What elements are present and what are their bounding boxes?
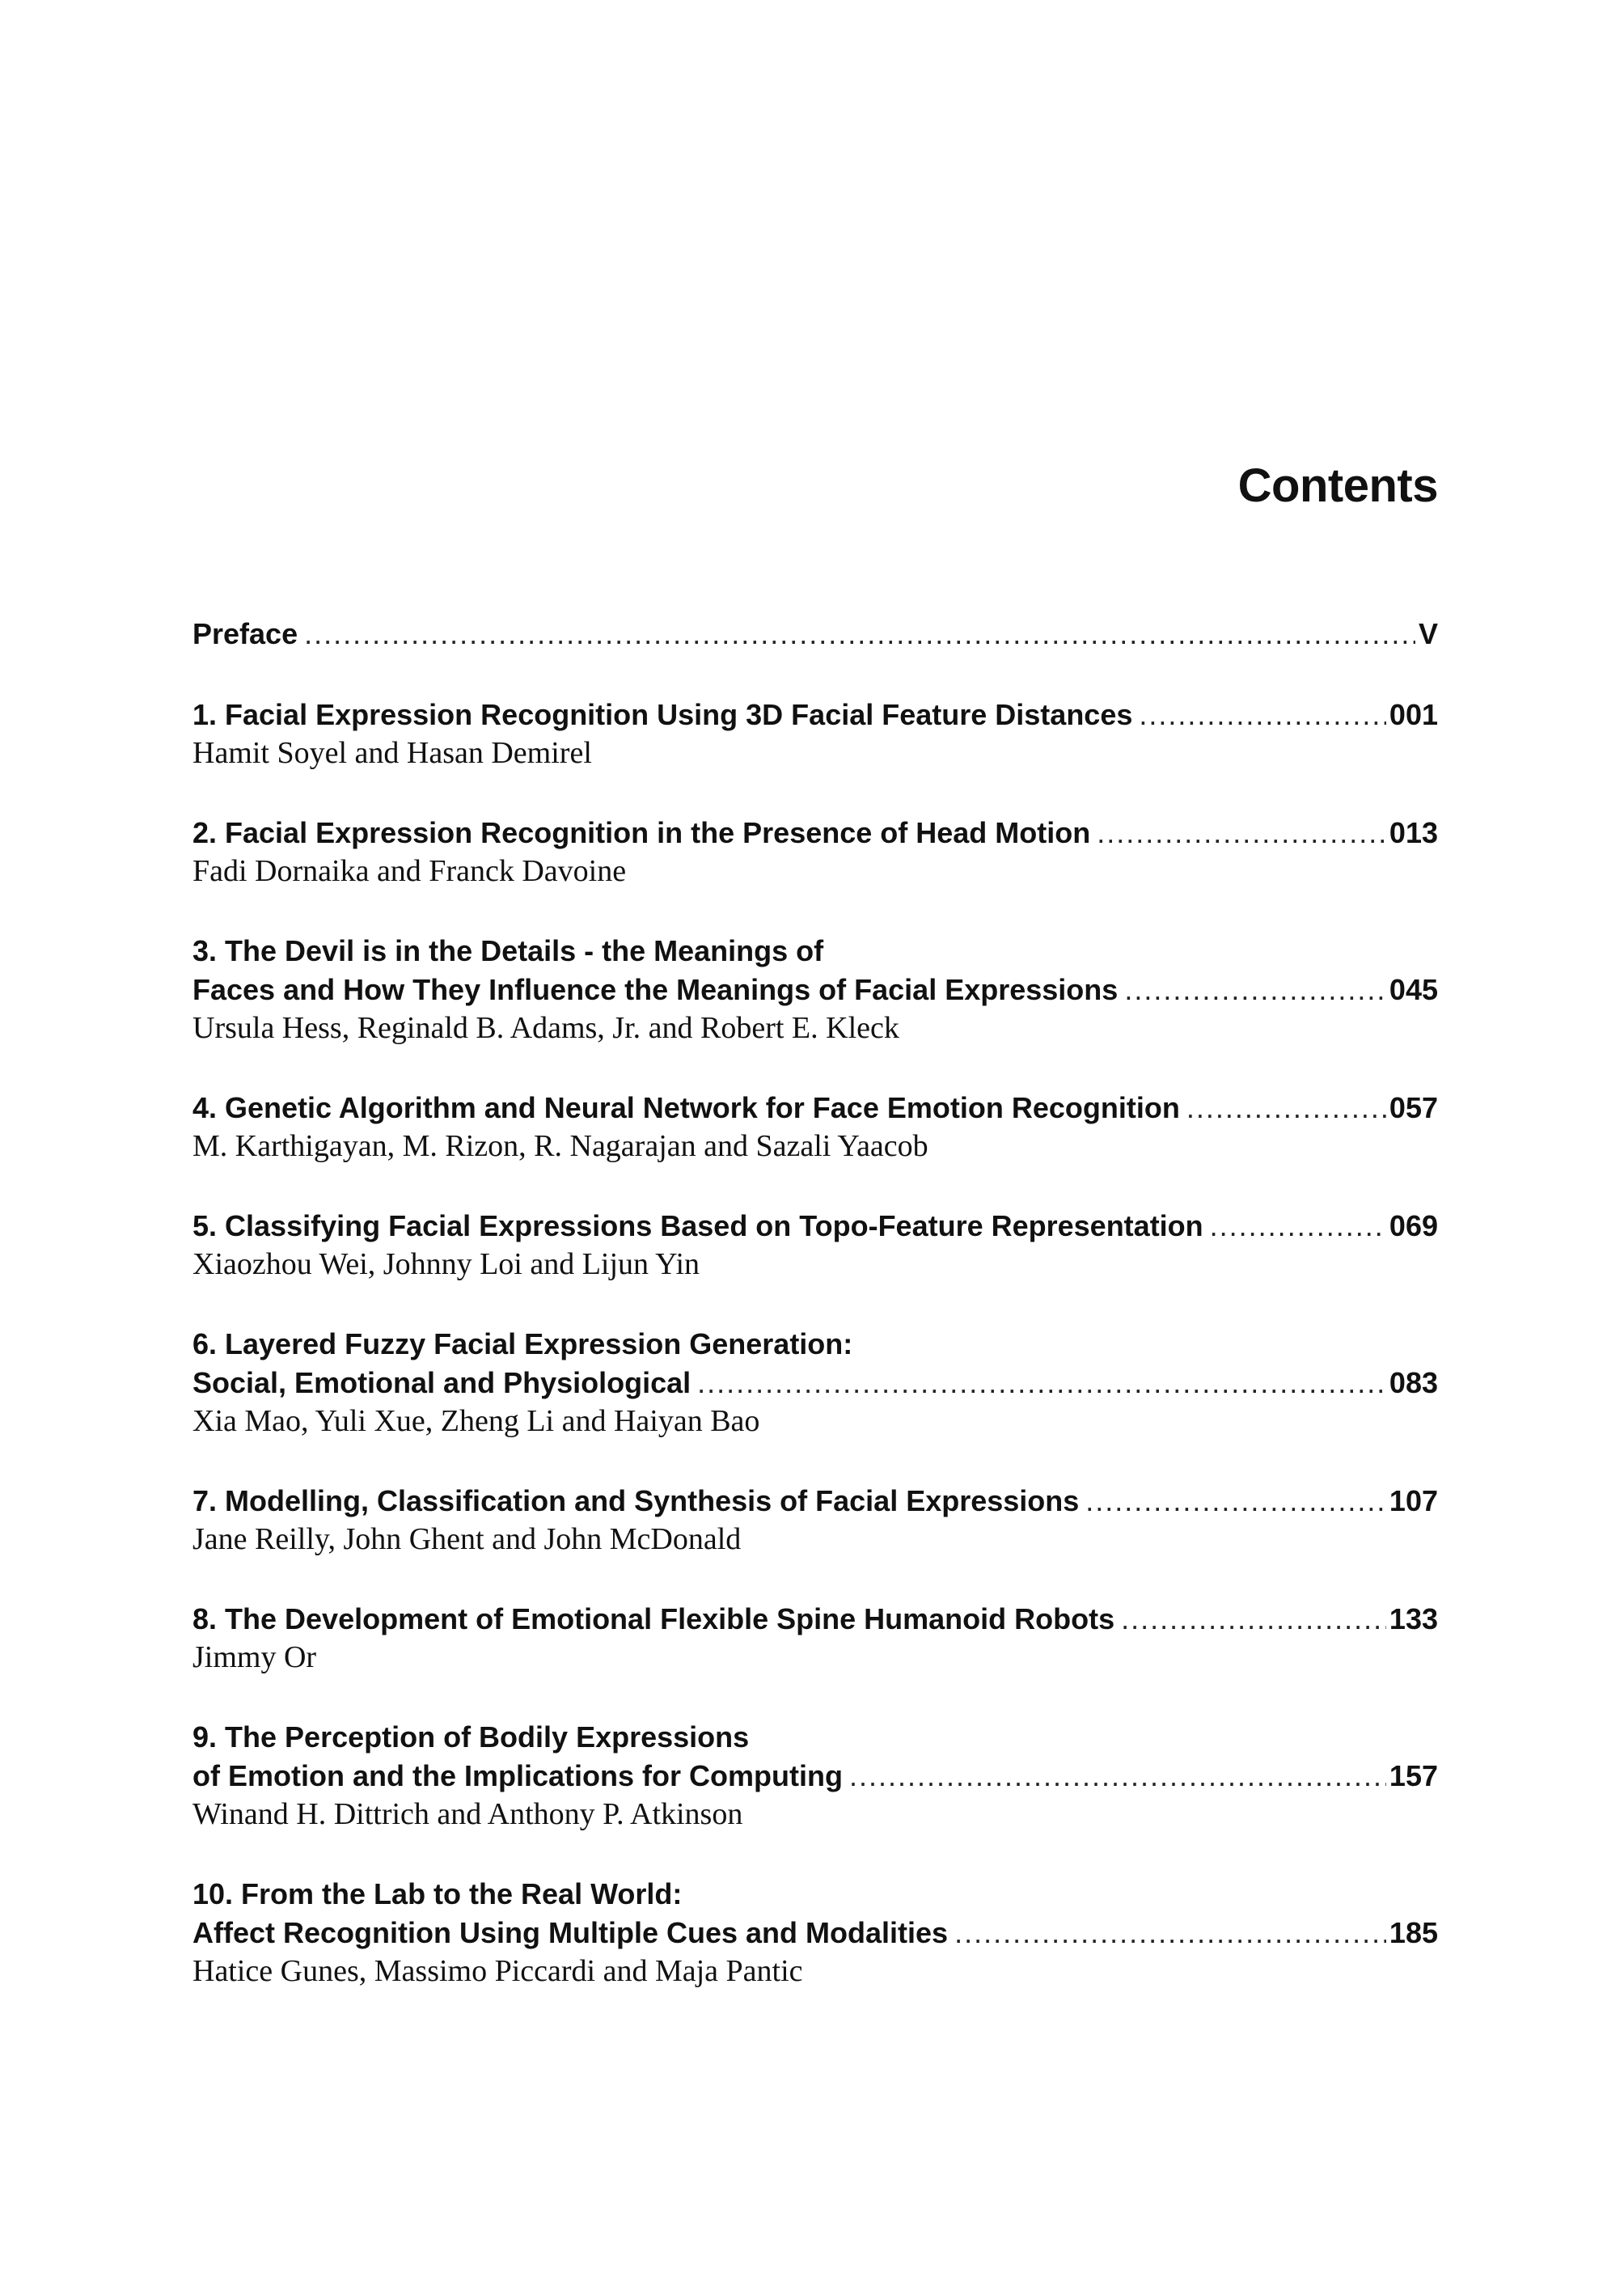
toc-entry-title: of Emotion and the Implications for Computing <box>192 1759 843 1792</box>
toc-entry-authors: Ursula Hess, Reginald B. Adams, Jr. and Robert E. Kleck <box>192 1011 899 1045</box>
dot-leader <box>304 615 1415 654</box>
toc-entry-title: 8. The Development of Emotional Flexible Spine Humanoid Robots <box>192 1602 1115 1635</box>
toc-entry-title: Faces and How They Influence the Meanings of Facial Expressions <box>192 973 1119 1006</box>
toc-line <box>192 932 1438 971</box>
toc-page-number: 045 <box>1389 973 1438 1006</box>
page-title: Contents <box>1237 459 1438 512</box>
chapter-list <box>192 696 1438 1990</box>
toc-line <box>192 1325 1438 1364</box>
toc-line <box>192 615 1438 654</box>
toc-line <box>192 1757 1438 1796</box>
toc-entry-preface[interactable] <box>192 615 1438 696</box>
toc-page-number: 185 <box>1389 1916 1438 1949</box>
toc-entry-title: 1. Facial Expression Recognition Using 3D Facial Feature Distances <box>192 698 1133 731</box>
toc-entry-title: 6. Layered Fuzzy Facial Expression Generation: <box>192 1327 853 1360</box>
toc-entry-authors: Jane Reilly, John Ghent and John McDonald <box>192 1522 742 1556</box>
toc-entry-authors: Xia Mao, Yuli Xue, Zheng Li and Haiyan Bao <box>192 1404 760 1438</box>
toc-entry-title: 5. Classifying Facial Expressions Based on Topo-Feature Representation <box>192 1209 1203 1242</box>
toc-entry-authors: Xiaozhou Wei, Johnny Loi and Lijun Yin <box>192 1247 700 1281</box>
toc-line <box>192 1914 1438 1952</box>
toc-entry-chapter-2[interactable] <box>192 814 1438 890</box>
toc-line <box>192 696 1438 734</box>
dot-leader <box>1121 1600 1386 1639</box>
dot-leader <box>1139 696 1386 734</box>
dot-leader <box>954 1914 1386 1952</box>
toc-entry-title: 3. The Devil is in the Details - the Meanings of <box>192 934 824 967</box>
toc-page-number: 057 <box>1389 1091 1438 1124</box>
toc-entry-chapter-6[interactable] <box>192 1325 1438 1440</box>
toc-entry-chapter-1[interactable] <box>192 696 1438 772</box>
toc-line <box>192 1482 1438 1521</box>
toc-entry-title: 4. Genetic Algorithm and Neural Network for Face Emotion Recognition <box>192 1091 1180 1124</box>
toc-page-number: 107 <box>1389 1484 1438 1517</box>
toc-entry-title: Social, Emotional and Physiological <box>192 1366 691 1399</box>
toc-entry-title: 10. From the Lab to the Real World: <box>192 1877 683 1910</box>
toc-entry-chapter-7[interactable] <box>192 1482 1438 1558</box>
dot-leader <box>1124 971 1386 1009</box>
dot-leader <box>849 1757 1386 1796</box>
dot-leader <box>1097 814 1386 852</box>
dot-leader <box>697 1364 1386 1402</box>
toc-entry-authors: M. Karthigayan, M. Rizon, R. Nagarajan and Sazali Yaacob <box>192 1129 928 1163</box>
toc-line <box>192 1089 1438 1127</box>
toc-line <box>192 1600 1438 1639</box>
toc-line <box>192 1875 1438 1914</box>
toc-entry-chapter-3[interactable] <box>192 932 1438 1047</box>
toc-page-number: 001 <box>1389 698 1438 731</box>
toc-entry-title: 2. Facial Expression Recognition in the Presence of Head Motion <box>192 816 1091 849</box>
toc-entry-chapter-4[interactable] <box>192 1089 1438 1165</box>
toc-entry-title: Affect Recognition Using Multiple Cues and Modalities <box>192 1916 949 1949</box>
document-page <box>192 0 1438 2293</box>
toc-entry-authors: Hamit Soyel and Hasan Demirel <box>192 736 592 770</box>
table-of-contents <box>192 615 1438 2032</box>
toc-entry-title: Preface <box>192 617 298 650</box>
toc-entry-authors: Jimmy Or <box>192 1640 317 1674</box>
dot-leader <box>1210 1207 1386 1246</box>
toc-page-number: V <box>1418 617 1438 650</box>
toc-entry-chapter-8[interactable] <box>192 1600 1438 1676</box>
toc-entry-chapter-9[interactable] <box>192 1718 1438 1833</box>
toc-entry-title: 7. Modelling, Classification and Synthesis of Facial Expressions <box>192 1484 1080 1517</box>
toc-line <box>192 1718 1438 1757</box>
toc-entry-chapter-5[interactable] <box>192 1207 1438 1283</box>
toc-entry-authors: Fadi Dornaika and Franck Davoine <box>192 854 627 888</box>
toc-page-number: 157 <box>1389 1759 1438 1792</box>
toc-entry-authors: Winand H. Dittrich and Anthony P. Atkinson <box>192 1797 743 1831</box>
toc-line <box>192 1207 1438 1246</box>
toc-entry-chapter-10[interactable] <box>192 1875 1438 1990</box>
dot-leader <box>1186 1089 1386 1127</box>
toc-line <box>192 1364 1438 1402</box>
toc-entry-authors: Hatice Gunes, Massimo Piccardi and Maja Pantic <box>192 1954 803 1988</box>
dot-leader <box>1085 1482 1386 1521</box>
toc-page-number: 133 <box>1389 1602 1438 1635</box>
toc-entry-title: 9. The Perception of Bodily Expressions <box>192 1720 750 1754</box>
toc-page-number: 069 <box>1389 1209 1438 1242</box>
toc-page-number: 083 <box>1389 1366 1438 1399</box>
toc-page-number: 013 <box>1389 816 1438 849</box>
toc-line <box>192 814 1438 852</box>
toc-line <box>192 971 1438 1009</box>
